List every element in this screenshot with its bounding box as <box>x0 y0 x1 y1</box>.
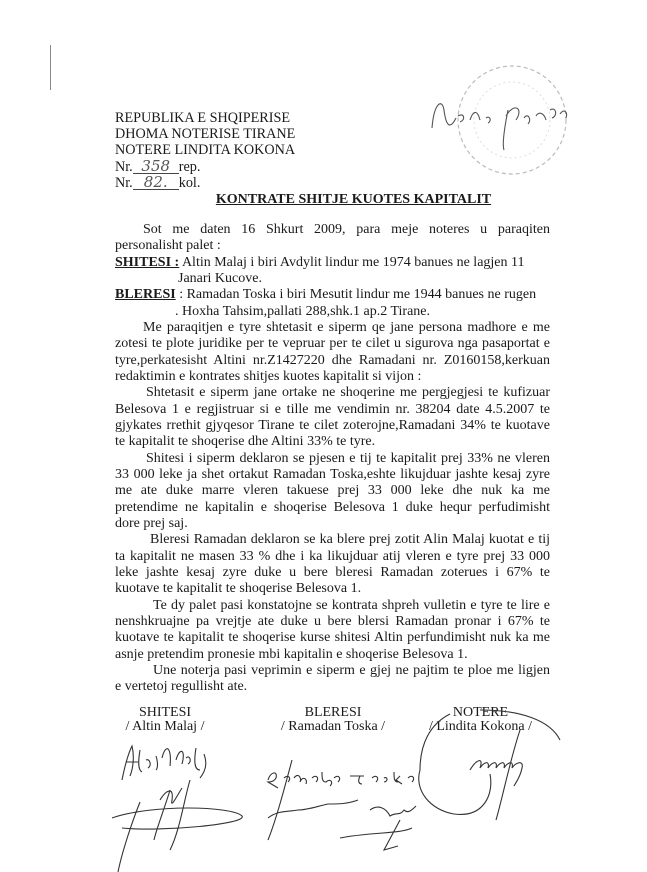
seller-details: Altin Malaj i biri Avdylit lindur me 1974 banues ne lagjen 11 <box>181 254 525 270</box>
text-line: personalisht palet : <box>115 238 221 254</box>
kol-number: 82. <box>133 176 179 190</box>
text-line: kuotave te kapitalit te shoqerise Belesova 1. <box>115 581 362 597</box>
text-line: Belesova 1 e regjistruar si e tille me vendimin nr. 38204 date 4.5.2007 te <box>115 401 550 417</box>
seller-name: / Altin Malaj / <box>125 719 205 734</box>
margin-mark <box>50 45 51 90</box>
handwritten-signatures <box>0 650 647 872</box>
header-line-republic: REPUBLIKA E SHQIPERISE <box>115 110 290 126</box>
buyer-details: Ramadan Toska i biri Mesutit lindur me 1944 banues ne rugen <box>186 287 537 303</box>
nr-prefix: Nr. <box>115 158 133 175</box>
rep-number: 358 <box>133 160 179 174</box>
nr-prefix: Nr. <box>115 174 133 191</box>
text-line: gjykates rrethit gjyqesor Tirane te cilet zoterojne,Ramadani 34% te kuotave <box>115 417 550 433</box>
buyer-signature <box>268 760 416 850</box>
text-line: Janari Kucove. <box>178 270 262 286</box>
text-line: me ate duke marre vleren takuese prej 33 000 leke dhe nuk ka me <box>115 483 550 499</box>
buyer-name: / Ramadan Toska / <box>280 719 386 734</box>
text-line: Shtetasit e siperm jane ortake ne shoqerine me pergjegjesi te kufizuar <box>146 385 550 401</box>
text-line: zotesi te plote juridike per te vepruar per te cilet u sigurova nga pasaportat e <box>115 336 550 352</box>
buyer-colon: : <box>179 287 184 303</box>
text-line: e vertetoj regullisht ate. <box>115 679 248 695</box>
text-line: tyre,perkatesisht Altini nr.Z1427220 dhe Ramadani nr. Z0160158,kerkuan <box>115 352 550 368</box>
text-line: Bleresi Ramadan deklaron se ka blere prej zotit Alin Malaj kuotat e tij <box>150 532 550 548</box>
text-line: Shitesi i siperm deklaron se pjesen e tij te kapitalit prej 33% ne vleren <box>146 450 550 466</box>
text-line: 33 000 leke ja shet ortakut Ramadan Toska,eshte likujduar jashte kesaj zyre <box>115 466 550 482</box>
seller-label: SHITESI : <box>115 254 180 270</box>
notary-name: / Lindita Kokona / <box>428 719 533 734</box>
text-line: Me paraqitjen e tyre shtetasit e siperm qe jane persona madhore e me <box>143 319 550 335</box>
document-title: KONTRATE SHITJE KUOTES KAPITALIT <box>215 192 492 207</box>
notary-stamp <box>420 58 590 183</box>
text-line: dore prej saj. <box>115 515 188 531</box>
text-line: leke jashte kesaj zyre duke u bere bleresi Ramadan zoterues i 67% te <box>115 564 550 580</box>
notary-header <box>115 110 295 191</box>
text-line: nenshkruajne pa vrejtje ate duke u bere blersi Ramadan pronar i 67% te <box>115 613 550 629</box>
seller-signature <box>112 746 242 872</box>
text-line: pretendime ne kapitalin e shoqerise Belesova 1 duke hequr perfudimisht <box>115 499 550 515</box>
seller-role: SHITESI <box>138 705 192 720</box>
text-line: Sot me daten 16 Shkurt 2009, para meje noteres u paraqiten <box>143 222 550 237</box>
text-line: Te dy palet pasi konstatojne se kontrata shpreh vulletin e tyre te lire e <box>153 597 550 613</box>
rep-suffix: rep. <box>178 158 201 175</box>
contract-body <box>115 222 550 696</box>
buyer-label: BLERESI <box>115 287 176 303</box>
text-line: kuotave te kapitalit te shoqerise kurse shitesi Altin perfundimisht nuk ka me <box>115 630 550 646</box>
text-line: . Hoxha Tahsim,pallati 288,shk.1 ap.2 Tirane. <box>175 303 431 319</box>
text-line: redaktimin e kontrates shitjes kuotes kapitalit si vijon : <box>115 368 422 384</box>
header-line-notary: NOTERE LINDITA KOKONA <box>115 142 296 159</box>
text-line: Une noterja pasi veprimin e siperm e gjej ne pajtim te ploe me ligjen <box>153 662 550 678</box>
kol-number-line <box>115 172 295 191</box>
buyer-line <box>115 287 550 303</box>
notary-signature <box>419 710 560 820</box>
text-line: ta kapitalit ne masen 33 % dhe i ka likujduar atij vleren e tyre prej 33 000 <box>115 548 550 564</box>
buyer-role: BLERESI <box>304 705 362 720</box>
seller-line <box>115 255 550 271</box>
rep-number-line <box>115 156 295 175</box>
header-line-chamber: DHOMA NOTERISE TIRANE <box>115 126 296 143</box>
text-line: asnje pretendim pronesie mbi kapitalin e shoqerise Belesova 1. <box>115 646 468 662</box>
notary-role: NOTERE <box>452 705 509 720</box>
kol-suffix: kol. <box>178 174 201 191</box>
text-line: te kapitalit te shoqerise dhe Altini 33% te tyre. <box>115 434 376 450</box>
